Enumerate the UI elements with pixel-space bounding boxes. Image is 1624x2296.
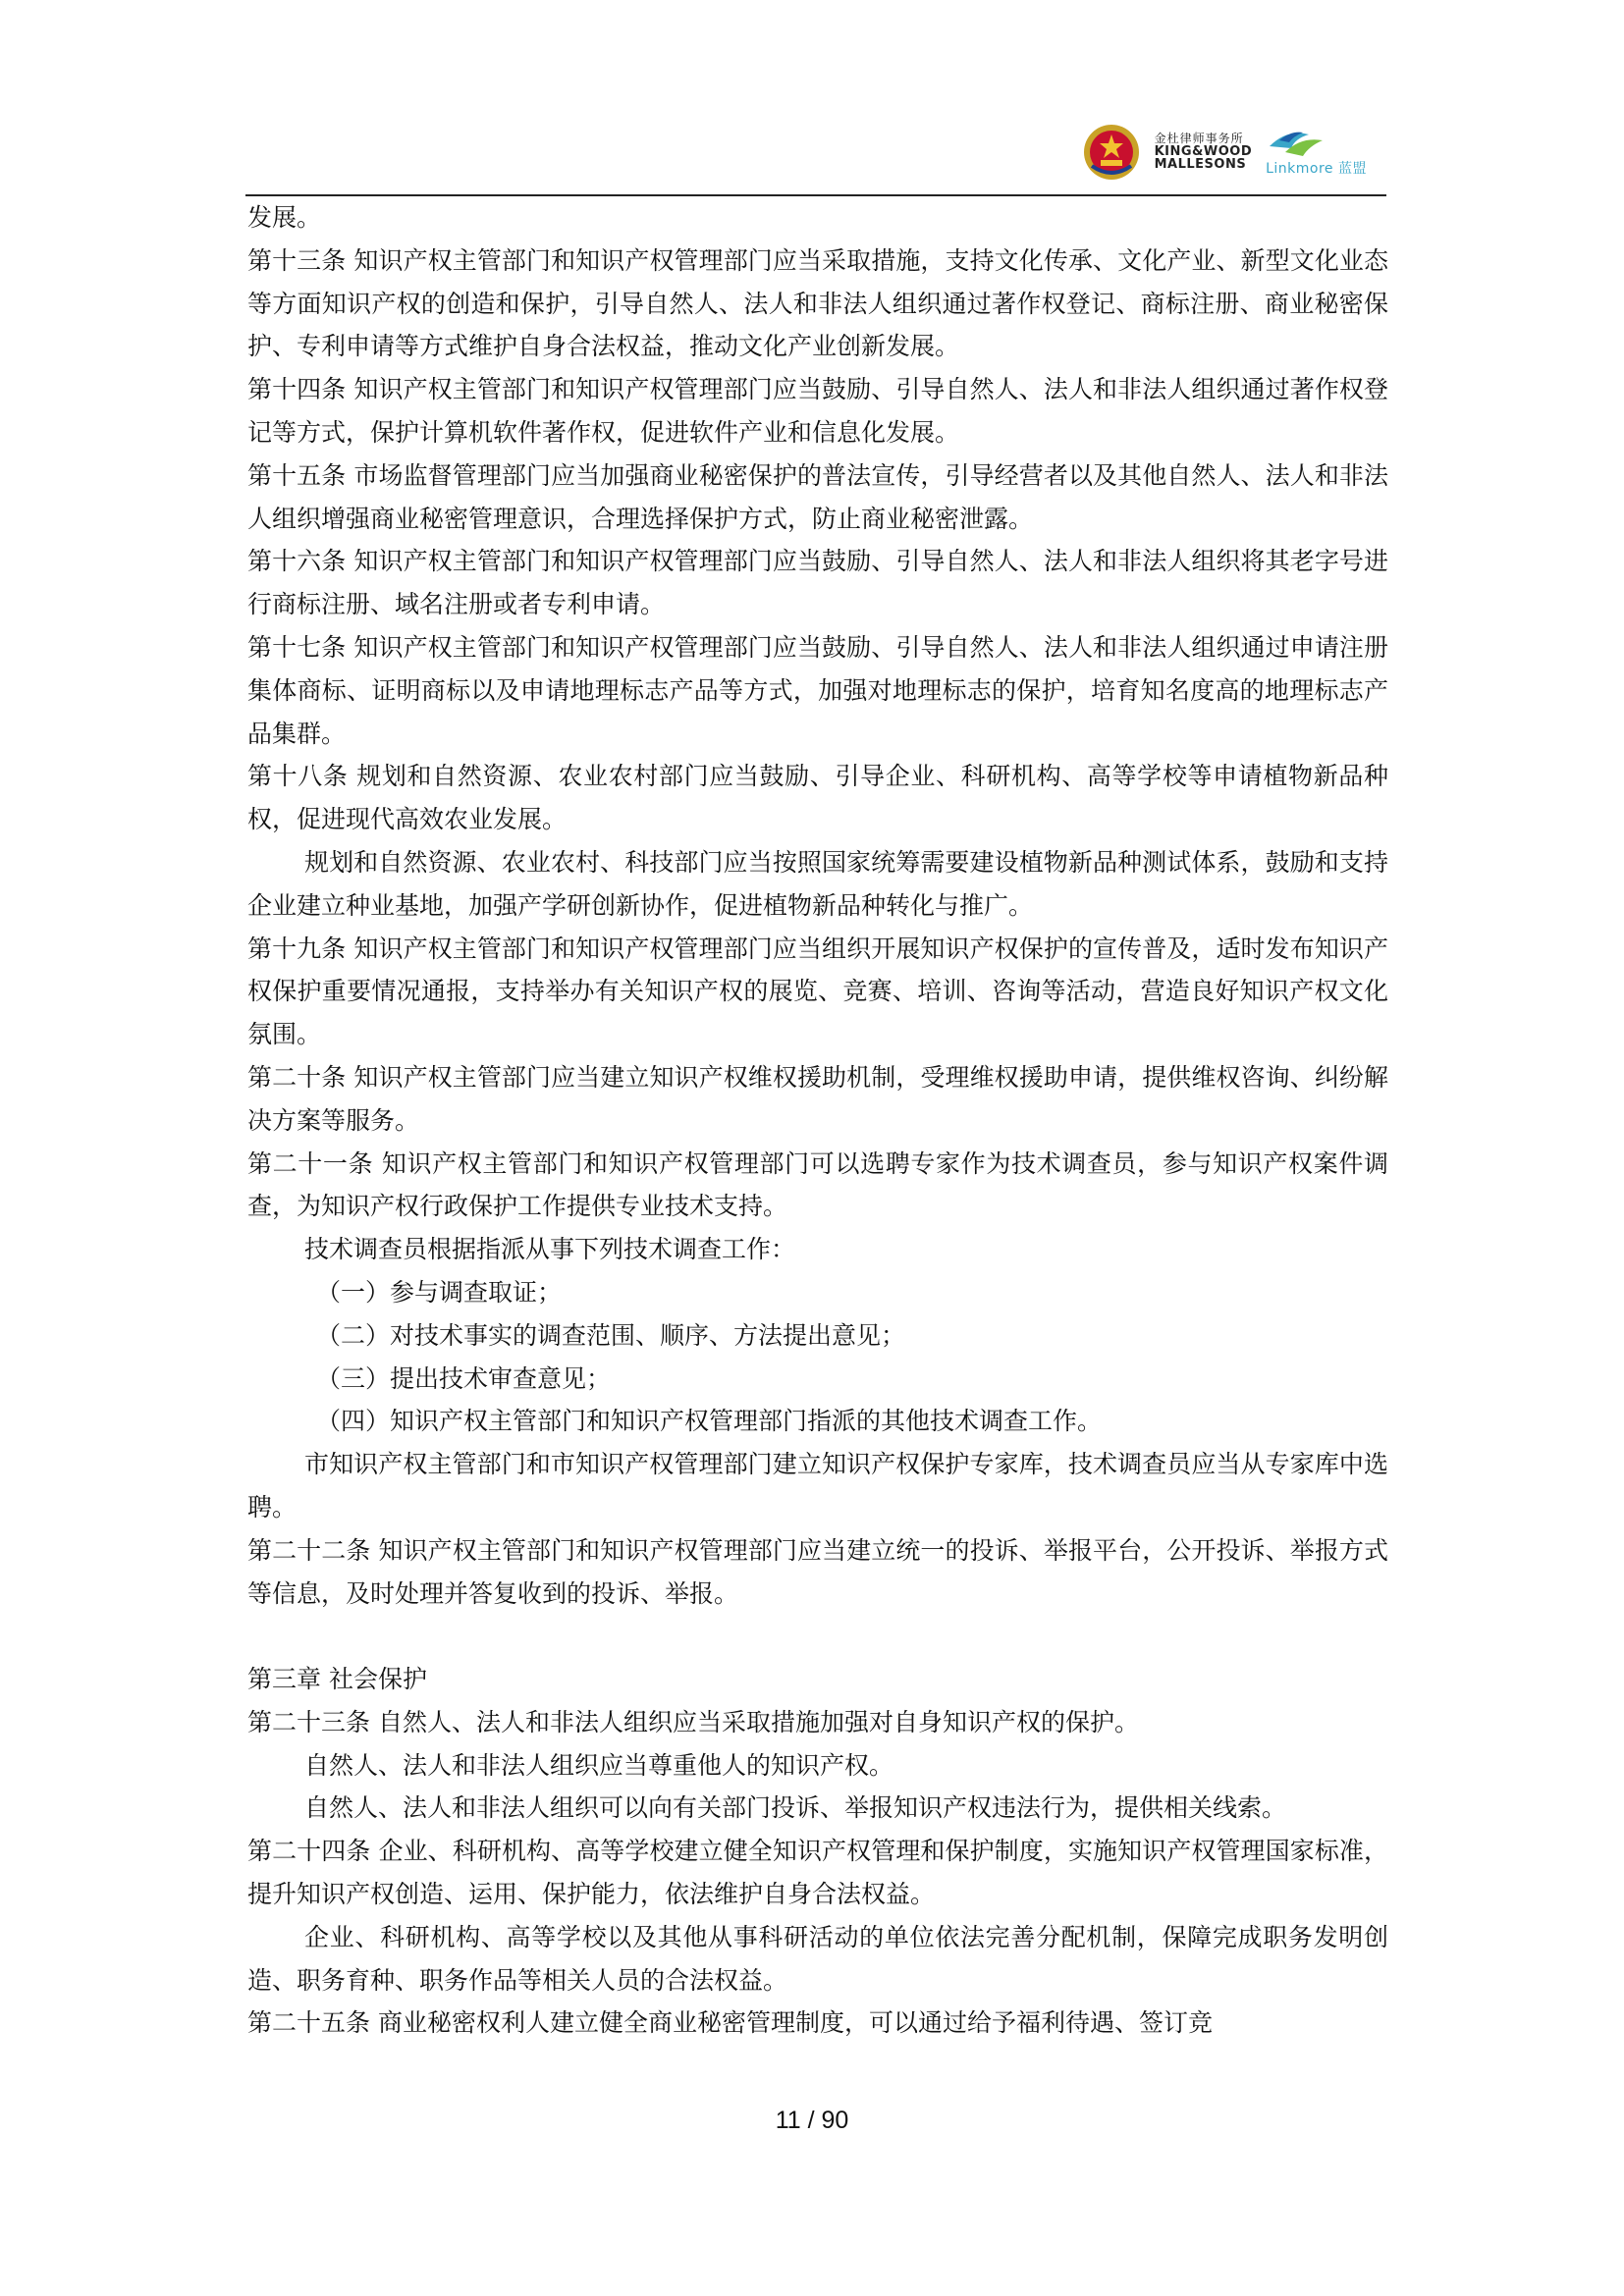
linkmore-logo — [1266, 127, 1367, 178]
paragraph: 第十五条 市场监督管理部门应当加强商业秘密保护的普法宣传，引导经营者以及其他自然人、法人和非法人组织增强商业秘密管理意识，合理选择保护方式，防止商业秘密泄露。 — [247, 460, 1388, 533]
paragraph: （一）参与调查取证； — [316, 1277, 563, 1307]
kwm-logo — [1155, 133, 1253, 172]
paragraph: 第十六条 知识产权主管部门和知识产权管理部门应当鼓励、引导自然人、法人和非法人组织将其老字号进行商标注册、域名注册或者专利申请。 — [247, 547, 1388, 619]
paragraph: 第二十四条 企业、科研机构、高等学校建立健全知识产权管理和保护制度，实施知识产权管理国家标准，提升知识产权创造、运用、保护能力，依法维护自身合法权益。 — [247, 1837, 1388, 1909]
kwm-logo-en-line1: KING&WOOD — [1154, 143, 1253, 159]
kwm-logo-en-line2: MALLESONS — [1154, 157, 1247, 173]
paragraph: 第三章 社会保护 — [247, 1665, 427, 1694]
paragraph: 第十三条 知识产权主管部门和知识产权管理部门应当采取措施，支持文化传承、文化产业、新型文化业态等方面知识产权的创造和保护，引导自然人、法人和非法人组织通过著作权登记、商标注册、商业秘密保护、专利申请等方式维护自身合法权益，推动文化产业创新发展。 — [247, 245, 1388, 361]
linkmore-logo-name: Linkmore 蓝盟 — [1266, 161, 1367, 177]
blank-line — [247, 1615, 1388, 1658]
paragraph: （四）知识产权主管部门和知识产权管理部门指派的其他技术调查工作。 — [316, 1407, 1103, 1436]
paragraph: 第十九条 知识产权主管部门和知识产权管理部门应当组织开展知识产权保护的宣传普及，适时发布知识产权保护重要情况通报，支持举办有关知识产权的展览、竞赛、培训、咨询等活动，营造良好知识产权文化氛围。 — [247, 934, 1388, 1049]
document-body — [247, 196, 1388, 2045]
paragraph: 第二十条 知识产权主管部门应当建立知识产权维权援助机制，受理维权援助申请，提供维权咨询、纠纷解决方案等服务。 — [247, 1062, 1388, 1135]
paragraph: （二）对技术事实的调查范围、顺序、方法提出意见； — [316, 1320, 906, 1350]
paragraph: 市知识产权主管部门和市知识产权管理部门建立知识产权保护专家库，技术调查员应当从专家库中选聘。 — [247, 1450, 1388, 1522]
paragraph: 第二十三条 自然人、法人和非法人组织应当采取措施加强对自身知识产权的保护。 — [247, 1707, 1139, 1736]
page-header — [245, 116, 1386, 196]
paragraph: 第二十五条 商业秘密权利人建立健全商业秘密管理制度，可以通过给予福利待遇、签订竞 — [247, 2008, 1213, 2038]
paragraph: 技术调查员根据指派从事下列技术调查工作： — [304, 1235, 796, 1264]
paragraph: 第二十二条 知识产权主管部门和知识产权管理部门应当建立统一的投诉、举报平台，公开投诉、举报方式等信息，及时处理并答复收到的投诉、举报。 — [247, 1535, 1388, 1608]
header-logos — [1082, 116, 1367, 188]
paragraph: 第二十一条 知识产权主管部门和知识产权管理部门可以选聘专家作为技术调查员，参与知识产权案件调查，为知识产权行政保护工作提供专业技术支持。 — [247, 1148, 1388, 1221]
kwm-logo-cn: 金杜律师事务所 — [1154, 132, 1244, 146]
paragraph: 第十七条 知识产权主管部门和知识产权管理部门应当鼓励、引导自然人、法人和非法人组织通过申请注册集体商标、证明商标以及申请地理标志产品等方式，加强对地理标志的保护，培育知名度高的地理标志产品集群。 — [247, 632, 1388, 748]
national-emblem-icon — [1082, 123, 1141, 182]
paragraph: 自然人、法人和非法人组织应当尊重他人的知识产权。 — [304, 1750, 894, 1780]
paragraph: 企业、科研机构、高等学校以及其他从事科研活动的单位依法完善分配机制，保障完成职务发明创造、职务育种、职务作品等相关人员的合法权益。 — [247, 1922, 1388, 1995]
linkmore-bird-icon — [1266, 127, 1326, 160]
paragraph: （三）提出技术审查意见； — [316, 1363, 612, 1393]
paragraph: 自然人、法人和非法人组织可以向有关部门投诉、举报知识产权违法行为，提供相关线索。 — [304, 1793, 1287, 1823]
paragraph: 规划和自然资源、农业农村、科技部门应当按照国家统筹需要建设植物新品种测试体系，鼓励和支持企业建立种业基地，加强产学研创新协作，促进植物新品种转化与推广。 — [247, 847, 1388, 920]
paragraph: 发展。 — [247, 203, 322, 232]
paragraph: 第十八条 规划和自然资源、农业农村部门应当鼓励、引导企业、科研机构、高等学校等申请植物新品种权，促进现代高效农业发展。 — [247, 762, 1388, 834]
paragraph: 第十四条 知识产权主管部门和知识产权管理部门应当鼓励、引导自然人、法人和非法人组织通过著作权登记等方式，保护计算机软件著作权，促进软件产业和信息化发展。 — [247, 375, 1388, 447]
page-number: 11 / 90 — [775, 2107, 849, 2134]
